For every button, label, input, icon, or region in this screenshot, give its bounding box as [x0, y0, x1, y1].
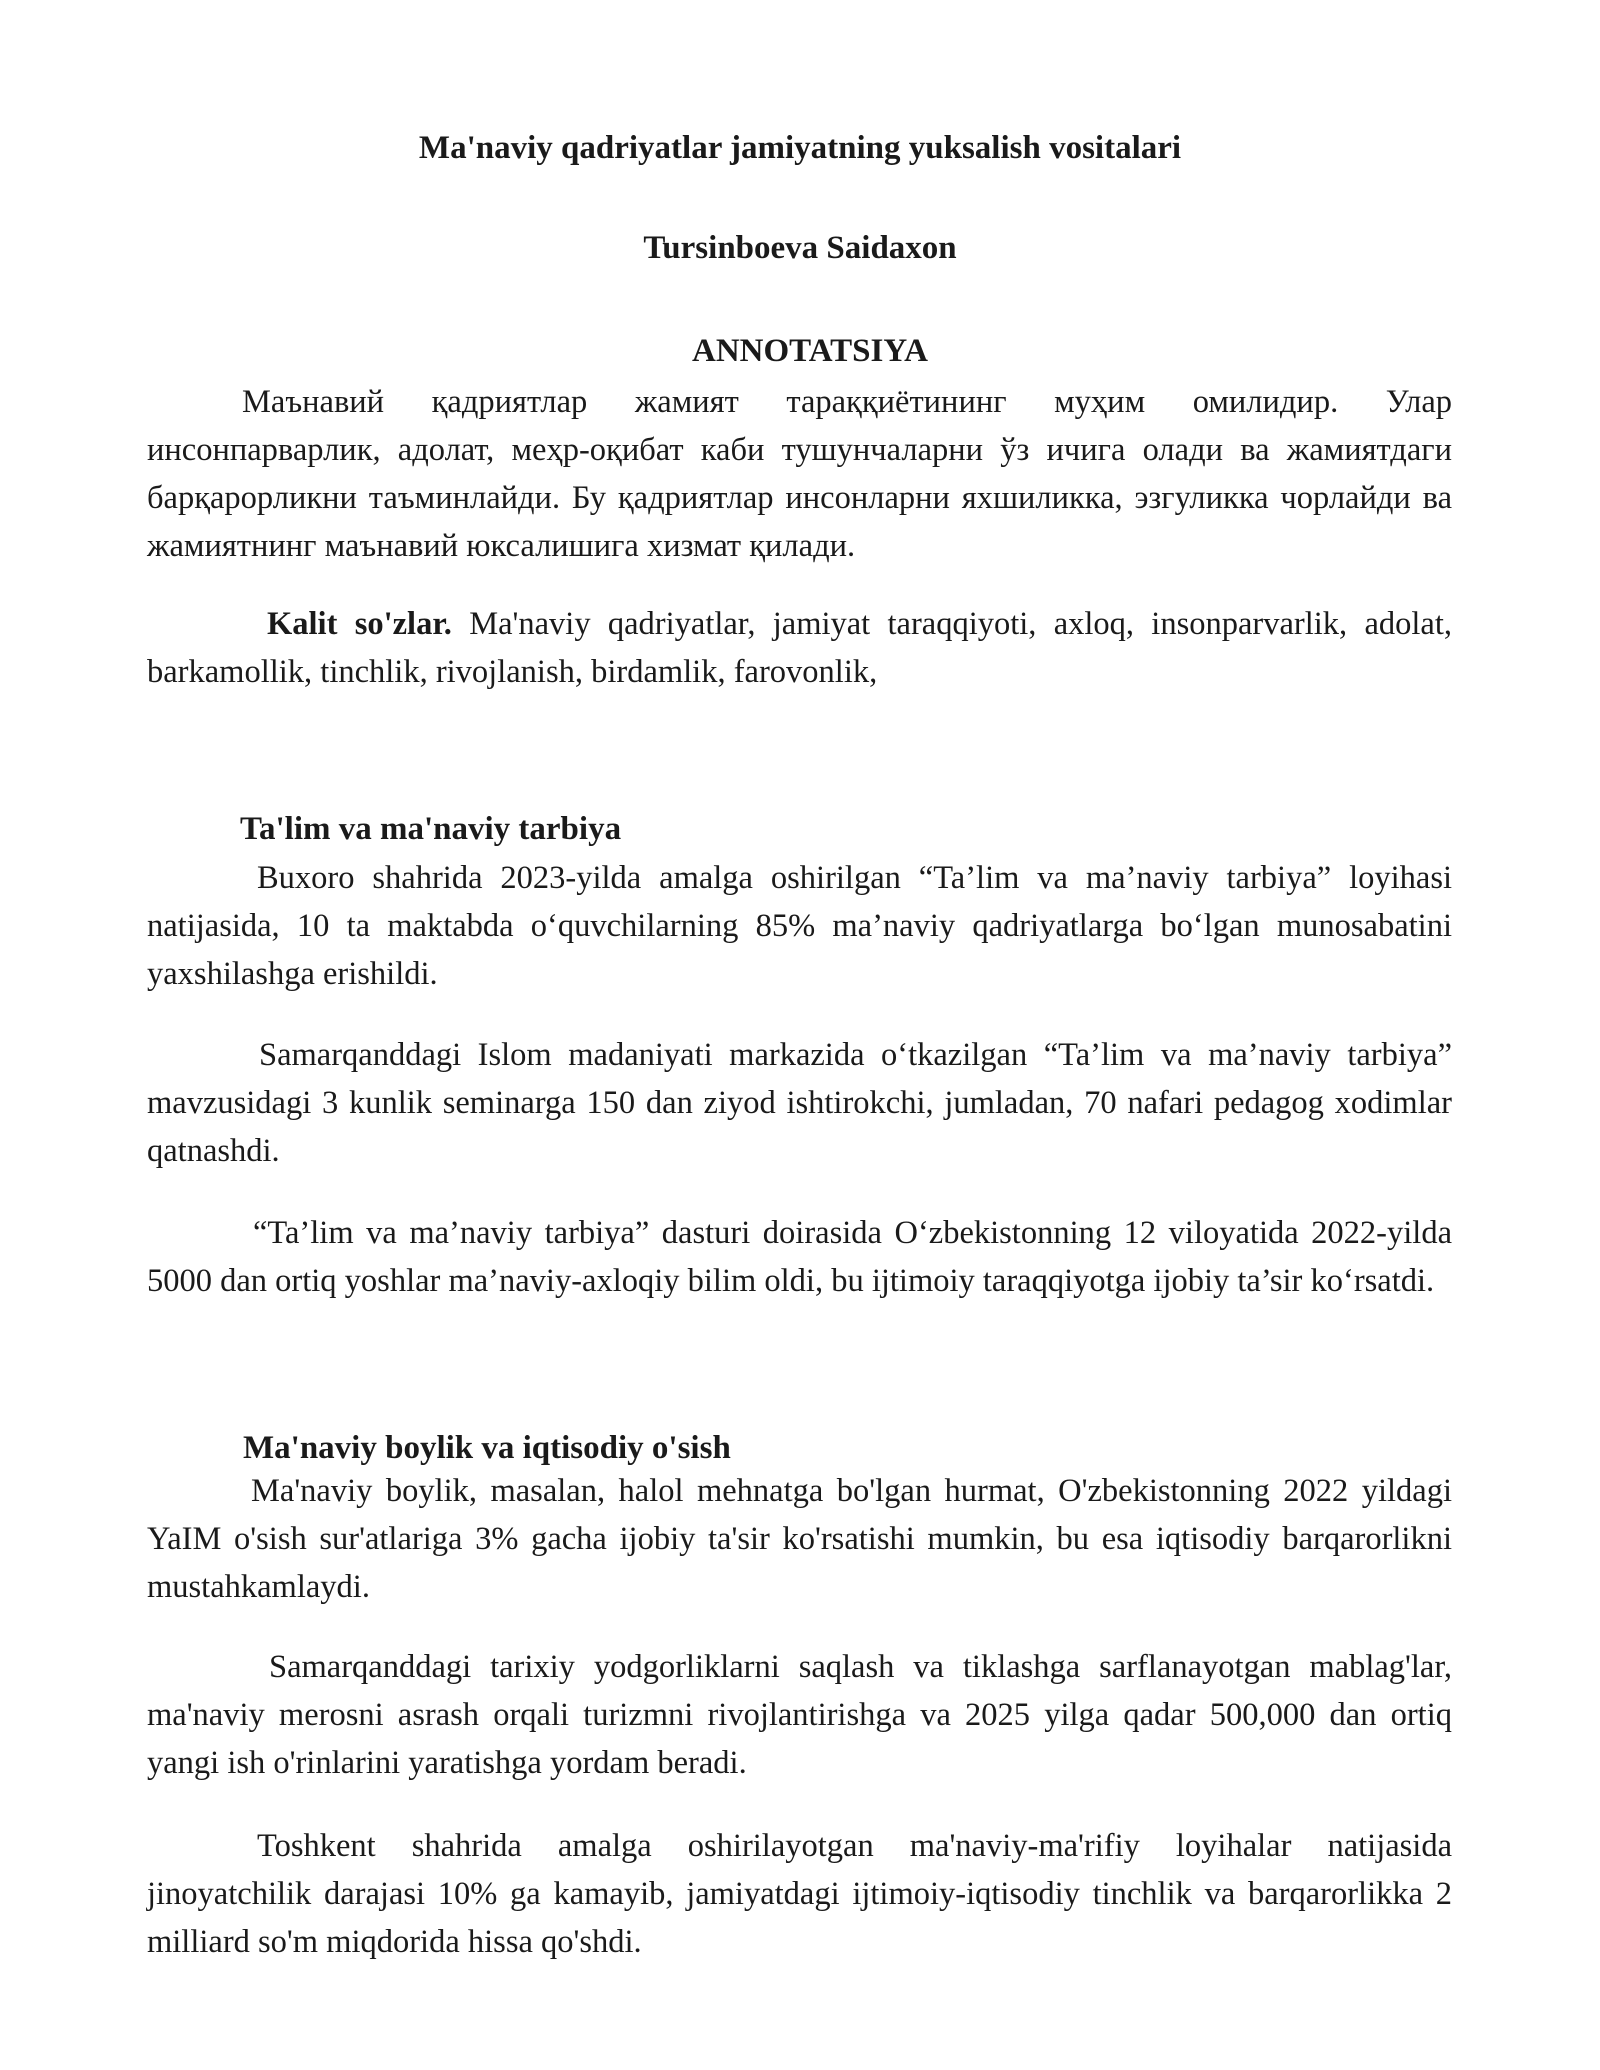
section-2-paragraph-1: Ma'naviy boylik, masalan, halol mehnatga bo'lgan hurmat, O'zbekistonning 2022 yildagi YaIM o'sish sur'atlariga 3% gacha ijobiy ta'sir ko'rsatishi mumkin, bu esa iqtisodiy barqarorlikni mustahkamlaydi. [147, 1473, 1452, 1605]
section-1-paragraph-3: “Ta’lim va ma’naviy tarbiya” dasturi doirasida O‘zbekistonning 12 viloyatida 2022-yilda 5000 dan ortiq yoshlar ma’naviy-axloqiy bilim oldi, bu ijtimoiy taraqqiyotga ijobiy ta’sir ko‘rsatdi. [147, 1215, 1452, 1299]
section-2-paragraph-2: Samarqanddagi tarixiy yodgorliklarni saqlash va tiklashga sarflanayotgan mablag'lar, ma'naviy merosni asrash orqali turizmni rivojlantirishga va 2025 yilga qadar 500,000 dan ortiq yangi ish o'rinlarini yaratishga yordam beradi. [147, 1649, 1452, 1781]
keywords-list: Ma'naviy qadriyatlar, jamiyat taraqqiyoti, axloq, insonparvarlik, adolat, barkamollik, tinchlik, rivojlanish, birdamlik, farovonlik, [147, 606, 1452, 690]
keywords-paragraph [147, 600, 1452, 696]
annotation-paragraph: Маънавий қадриятлар жамият тараққиётининг муҳим омилидир. Улар инсонпарварлик, адолат, меҳр-оқибат каби тушунчаларни ўз ичига олади ва жамиятдаги барқарорликни таъминлайди. Бу қадриятлар инсонларни яхшиликка, эзгуликка чорлайди ва жамиятнинг маънавий юксалишига хизмат қилади. [147, 384, 1452, 564]
annotation-heading: ANNOTATSIYA [692, 333, 928, 369]
author-name: Tursinboeva Saidaxon [643, 230, 957, 266]
section-heading-boylik: Ma'naviy boylik va iqtisodiy o'sish [243, 1430, 731, 1466]
document-title: Ma'naviy qadriyatlar jamiyatning yuksalish vositalari [418, 130, 1182, 166]
keywords-label: Kalit so'zlar. [267, 606, 452, 642]
section-2-paragraph-3: Toshkent shahrida amalga oshirilayotgan ma'naviy-ma'rifiy loyihalar natijasida jinoyatchilik darajasi 10% ga kamayib, jamiyatdagi ijtimoiy-iqtisodiy tinchlik va barqarorlikka 2 milliard so'm miqdorida hissa qo'shdi. [147, 1828, 1452, 1960]
section-1-paragraph-1: Buxoro shahrida 2023-yilda amalga oshirilgan “Ta’lim va ma’naviy tarbiya” loyihasi natijasida, 10 ta maktabda o‘quvchilarning 85% ma’naviy qadriyatlarga bo‘lgan munosabatini yaxshilashga erishildi. [147, 860, 1452, 992]
section-heading-talim: Ta'lim va ma'naviy tarbiya [240, 811, 622, 847]
section-1-paragraph-2: Samarqanddagi Islom madaniyati markazida o‘tkazilgan “Ta’lim va ma’naviy tarbiya” mavzusidagi 3 kunlik seminarga 150 dan ziyod ishtirokchi, jumladan, 70 nafari pedagog xodimlar qatnashdi. [147, 1037, 1452, 1169]
